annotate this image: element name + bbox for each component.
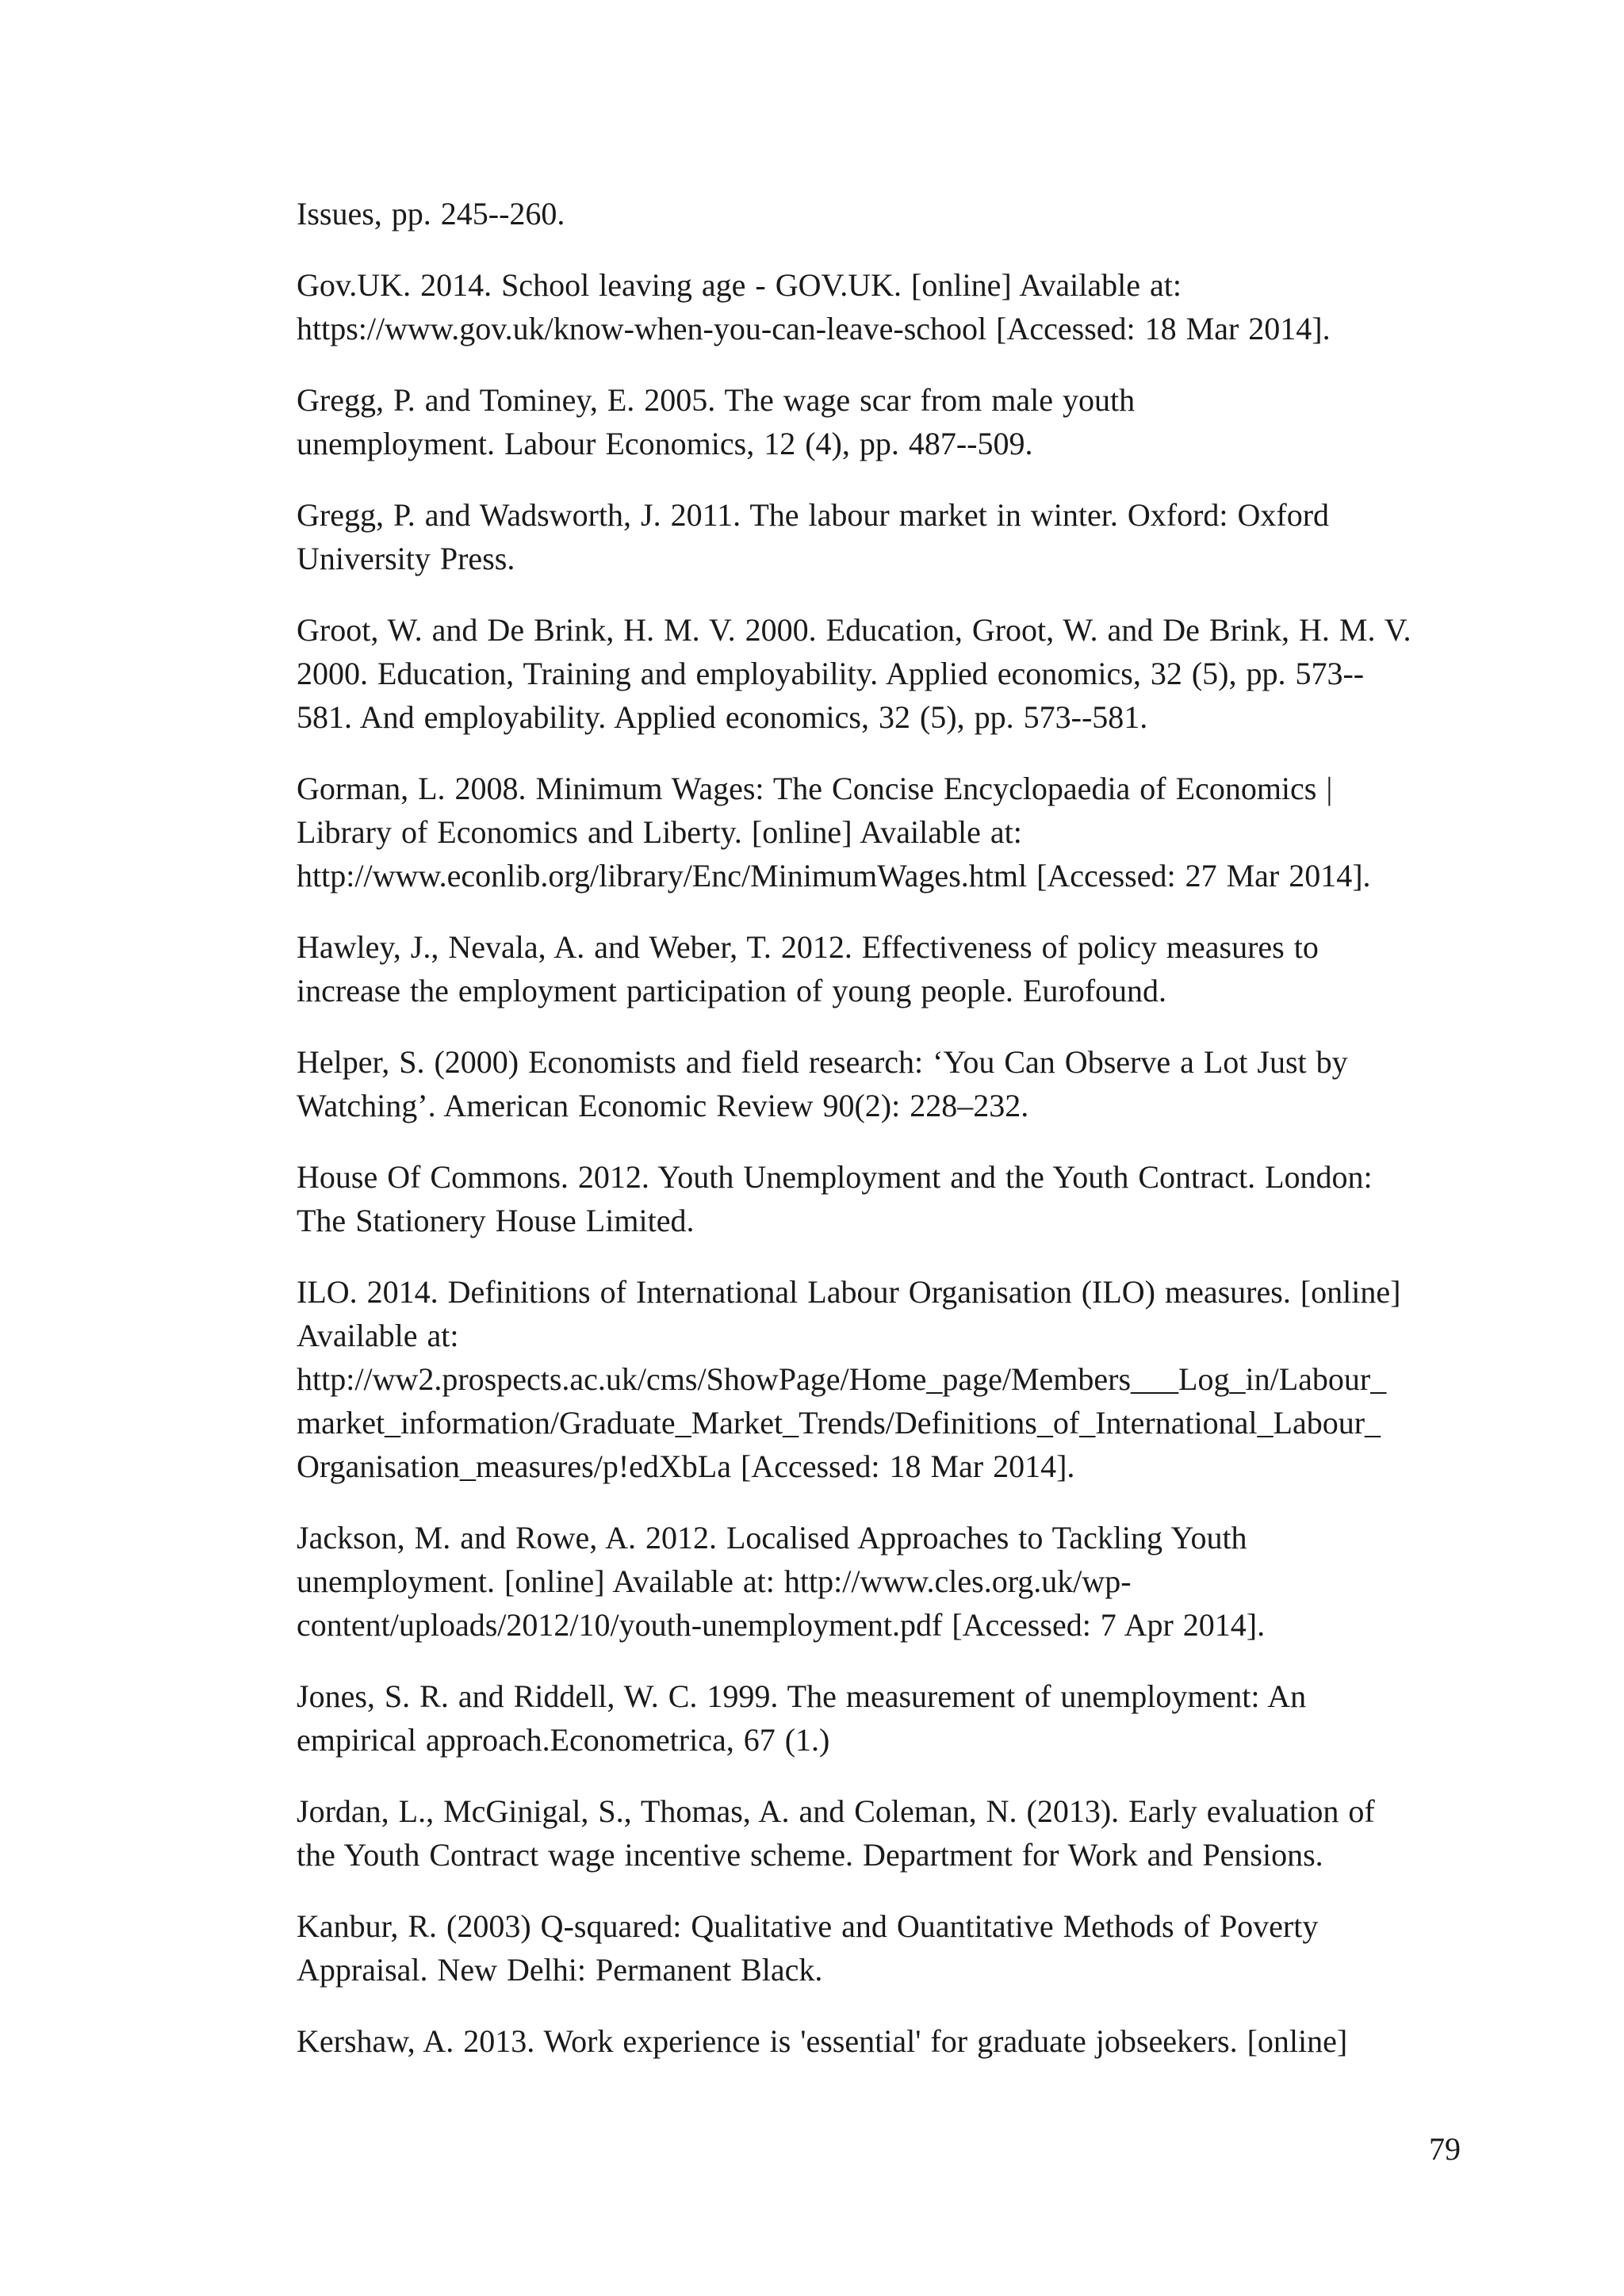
reference-link: https://www.gov.uk/know-when-you-can-leave-school [Accessed: 18 Mar 2014]. [297, 311, 1331, 346]
reference-line: Appraisal. New Delhi: Permanent Black. [297, 1952, 823, 1988]
reference-line: Jackson, M. and Rowe, A. 2012. Localised Approaches to Tackling Youth [297, 1520, 1247, 1556]
reference-entry [297, 192, 1454, 235]
reference-line: Gov.UK. 2014. School leaving age - GOV.UK. [online] Available at: [297, 267, 1182, 303]
reference-line: University Press. [297, 541, 515, 576]
page-number: 79 [1429, 2131, 1461, 2167]
reference-link: market_information/Graduate_Market_Trends/Definitions_of_International_Labour_ [297, 1405, 1381, 1441]
reference-entry [297, 378, 1454, 465]
reference-link: Organisation_measures/p!edXbLa [Accessed: 18 Mar 2014]. [297, 1448, 1075, 1484]
reference-entry [297, 2019, 1454, 2063]
reference-entry [297, 1674, 1454, 1762]
reference-line: Jordan, L., McGinigal, S., Thomas, A. and Coleman, N. (2013). Early evaluation of [297, 1793, 1375, 1829]
reference-line: the Youth Contract wage incentive scheme. Department for Work and Pensions. [297, 1837, 1323, 1873]
reference-line: Library of Economics and Liberty. [online] Available at: [297, 814, 1022, 850]
reference-entry [297, 493, 1454, 580]
reference-line: Issues, pp. 245--260. [297, 196, 565, 232]
reference-line: empirical approach.Econometrica, 67 (1.) [297, 1722, 830, 1758]
reference-line: Available at: [297, 1318, 459, 1353]
reference-entry [297, 767, 1454, 897]
reference-line: Groot, W. and De Brink, H. M. V. 2000. Education, Groot, W. and De Brink, H. M. V. [297, 612, 1411, 648]
reference-line: 581. And employability. Applied economics, 32 (5), pp. 573--581. [297, 699, 1148, 735]
reference-line: 2000. Education, Training and employability. Applied economics, 32 (5), pp. 573-- [297, 656, 1365, 691]
reference-line: unemployment. Labour Economics, 12 (4), pp. 487--509. [297, 426, 1033, 461]
reference-entry [297, 1516, 1454, 1647]
reference-entry [297, 1155, 1454, 1242]
reference-line: House Of Commons. 2012. Youth Unemployment and the Youth Contract. London: [297, 1159, 1373, 1195]
reference-line: Gregg, P. and Wadsworth, J. 2011. The labour market in winter. Oxford: Oxford [297, 497, 1330, 533]
reference-link: http://ww2.prospects.ac.uk/cms/ShowPage/Home_page/Members___Log_in/Labour_ [297, 1361, 1387, 1397]
reference-line: Gregg, P. and Tominey, E. 2005. The wage scar from male youth [297, 382, 1136, 418]
reference-line: Kanbur, R. (2003) Q-squared: Qualitative and Ouantitative Methods of Poverty [297, 1908, 1319, 1944]
reference-link: content/uploads/2012/10/youth-unemployment.pdf [Accessed: 7 Apr 2014]. [297, 1607, 1266, 1643]
reference-line: Watching’. American Economic Review 90(2): 228–232. [297, 1088, 1029, 1123]
reference-line: Hawley, J., Nevala, A. and Weber, T. 2012. Effectiveness of policy measures to [297, 929, 1319, 965]
reference-entry [297, 1040, 1454, 1127]
reference-entry [297, 1904, 1454, 1992]
reference-entry [297, 608, 1454, 739]
reference-line: Helper, S. (2000) Economists and field research: ‘You Can Observe a Lot Just by [297, 1044, 1348, 1080]
reference-line: The Stationery House Limited. [297, 1203, 695, 1238]
reference-link: http://www.econlib.org/library/Enc/MinimumWages.html [Accessed: 27 Mar 2014]. [297, 858, 1371, 894]
reference-line: ILO. 2014. Definitions of International Labour Organisation (ILO) measures. [online] [297, 1274, 1401, 1310]
reference-line: increase the employment participation of young people. Eurofound. [297, 973, 1167, 1008]
reference-entry [297, 925, 1454, 1012]
reference-line: Gorman, L. 2008. Minimum Wages: The Concise Encyclopaedia of Economics | [297, 771, 1333, 806]
reference-line: unemployment. [online] Available at: http://www.cles.org.uk/wp- [297, 1563, 1132, 1599]
reference-line: Kershaw, A. 2013. Work experience is 'essential' for graduate jobseekers. [online] [297, 2023, 1348, 2059]
reference-line: Jones, S. R. and Riddell, W. C. 1999. The measurement of unemployment: An [297, 1678, 1307, 1714]
reference-entry [297, 263, 1454, 350]
reference-entry [297, 1270, 1454, 1488]
reference-entry [297, 1789, 1454, 1877]
reference-list [297, 192, 1454, 2091]
